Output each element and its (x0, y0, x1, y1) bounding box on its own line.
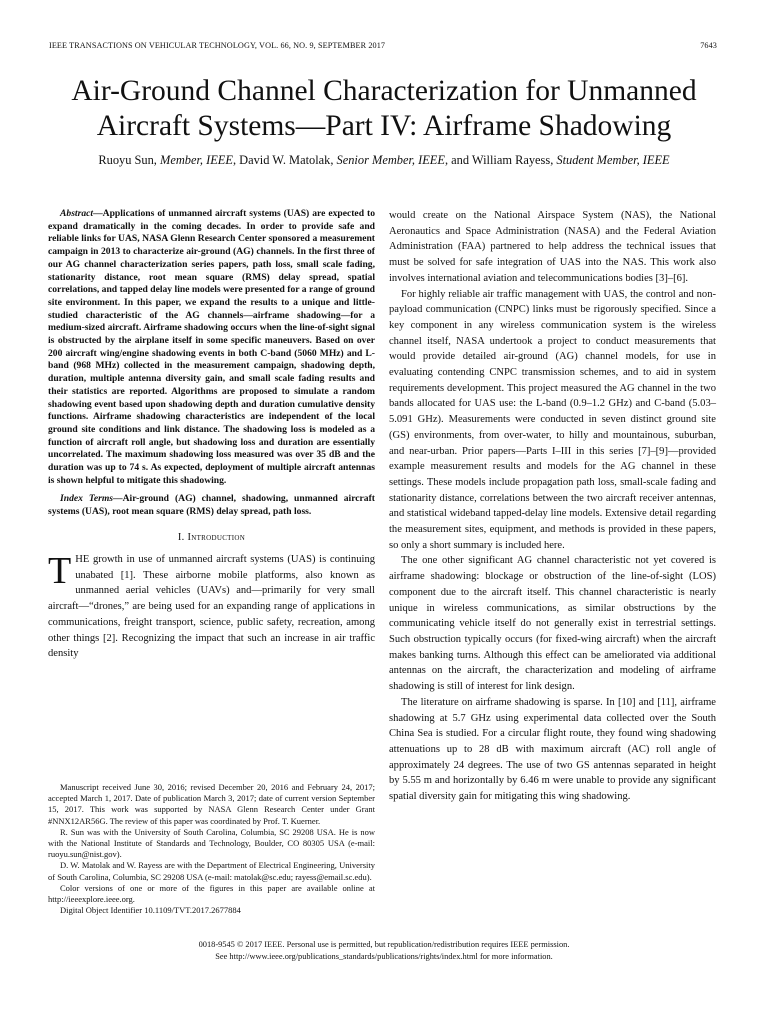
intro-paragraph (48, 552, 375, 662)
index-terms-label: Index Terms (60, 493, 114, 505)
journal-name: IEEE TRANSACTIONS ON VEHICULAR TECHNOLOGY, VOL. 66, NO. 9, SEPTEMBER 2017 (49, 41, 386, 50)
abstract (48, 208, 375, 487)
drop-cap: T (48, 550, 72, 593)
left-column (48, 208, 375, 662)
intro-lead: HE (75, 554, 90, 566)
abstract-text: —Applications of unmanned aircraft systems (UAS) are expected to expand dramatically in the coming decades. In order to provide safe and reliable links for UAS, NASA Glenn Research Center sponsored a measurement campaign in 2013 to characterize air-ground (AG) channels. In the first three of our AG channel characterization series papers, path loss, small scale fading, stationarity distance, root mean square (RMS) delay spread, spatial correlations, and tapped delay line models were presented for a range of ground site environment. In this paper, we expand the results to a unique and little-studied characteristic of the AG channels—airframe shadowing—for a medium-sized aircraft. Airframe shadowing occurs when the line-of-sight signal is obstructed by the airplane itself in some specific maneuvers. Based on over 200 aircraft wing/engine shadowing events in both C-band (5060 MHz) and L-band (968 MHz) collected in the measurement campaign, shadowing depth, duration, multiple antenna diversity gain, and small scale fading results and their statistics are reported. Algorithms are proposed to simulate a random shadowing event based upon shadowing depth and duration cumulative density functions. Airframe shadowing characteristics are independent of the local ground site conditions and link distance. The shadowing loss is modeled as a function of aircraft roll angle, but shadowing loss and duration are essentially uncorrelated. The maximum shadowing loss measured was over 35 dB and the duration was up to 74 s. As expected, deployment of multiple aircraft antennas is shown helpful to mitigate this shadowing. (48, 208, 375, 486)
author-1: Ruoyu Sun, (98, 153, 160, 167)
footnote-author-sun: R. Sun was with the University of South Carolina, Columbia, SC 29208 USA. He is now with the National Institute of Standards and Technology, Boulder, CO 80305 USA (e-mail: ruoyu.sun@nist.gov). (48, 826, 375, 860)
right-column (389, 208, 716, 805)
body-paragraph-4: The literature on airframe shadowing is sparse. In [10] and [11], airframe shadowing at 5.7 GHz using experimental data collected over the South China Sea is studied. For a circular flight route, they found wing shadowing attenuations up to 28 dB with maximum aircraft (AC) roll angle of approximately 24 degrees. The use of two GS antennas separated in height by 5.55 m and horizontally by 6.46 m were unable to provide any significant spatial diversity gain for mitigating this wing shadowing. (389, 696, 716, 803)
title-line-1: Air-Ground Channel Characterization for Unmanned (71, 75, 697, 107)
footnote-color-versions: Color versions of one or more of the figures in this paper are available online at http://ieeexplore.ieee.org. (48, 882, 375, 905)
abstract-label: Abstract (60, 208, 94, 219)
section-numeral: I. (177, 531, 188, 543)
body-paragraph-3: The one other significant AG channel characteristic not yet covered is airframe shadowing: blockage or obstruction of the line-of-sight (LOS) component due to the aircraft itself. This channel characteristic is nearly unique in wireless communications, as similar obstructions by the communicating vehicle itself do not generally exist in terrestrial settings. Such obstruction typically occurs (for fixed-wing aircraft) when the aircraft makes banking turns. Although this effect can be ameliorated via additional antennas on the aircraft, the characterization and modeling of airframe shadowing is still of interest for link design. (389, 555, 716, 693)
footnote-manuscript: Manuscript received June 30, 2016; revised December 20, 2016 and February 24, 2017; accepted March 1, 2017. Date of publication March 3, 2017; date of current version September 15, 2017. This work was supported by NASA Glenn Research Center under Grant #NNX12AR56G. The review of this paper was coordinated by Prof. T. Kuerner. (48, 782, 375, 826)
index-terms-text: —Air-ground (AG) channel, shadowing, unmanned aircraft systems (UAS), root mean square (RMS) delay spread, path loss. (48, 493, 375, 518)
page-number: 7643 (700, 41, 717, 50)
paper-title (40, 74, 728, 144)
footnote-doi: Digital Object Identifier 10.1109/TVT.2017.2677884 (60, 905, 241, 916)
rights-url-line: See http://www.ieee.org/publications_standards/publications/rights/index.html for more information. (215, 951, 553, 961)
body-paragraph-1: would create on the National Airspace System (NAS), the National Aeronautics and Space Administration (NASA) and the Federal Aviation Administration (FAA) partnered to help address the technical issues that must be solved for safe integration of UAS into the NAS. This work also involves international aviation and telecommunications bodies [3]–[6]. (389, 210, 716, 284)
section-title: Introduction (187, 531, 246, 543)
section-heading-introduction (48, 531, 375, 544)
author-2-role: Senior Member, IEEE (336, 153, 445, 167)
copyright-line: 0018-9545 © 2017 IEEE. Personal use is permitted, but republication/redistribution requires IEEE permission. (198, 940, 570, 949)
author-2: , David W. Matolak, (232, 153, 337, 167)
author-1-role: Member, IEEE (160, 153, 233, 167)
author-3-role: Student Member, IEEE (556, 153, 670, 167)
body-paragraph-2: For highly reliable air traffic management with UAS, the control and non-payload communication (CNPC) links must be rigorously specified. Since a key component in any wireless communication system is the wireless channel itself, NASA undertook a project to conduct measurements that would provide detailed air-ground (AG) channel models, for use in evaluating contending CNPC transmission schemes, and to aid in system requirements development. This project measured the AG channel in the two bands allocated for UAS use: the L-band (0.9–1.2 GHz) and C-band (5.03–5.091 GHz). Measurements were conducted in seven distinct ground site (GS) environments, from over-water, to hilly and mountainous, suburban, and near-urban. Prior papers—Parts I–III in this series [7]–[9]—provided example measurement results and models for the AG channel in these settings. These models include propagation path loss, small-scale fading and stationarity distance, correlations between the two aircraft receiver antennas, and statistical wideband tapped-delay line models. Extensive detail regarding the measurement sites, equipment, and methods is provided in these papers, so only a short summary is included here. (389, 288, 716, 551)
footnotes (48, 782, 375, 916)
intro-text: growth in use of unmanned aircraft systems (UAS) is continuing unabated [1]. These airborne mobile platforms, also known as unmanned aerial vehicles (UAVs) and—primarily for very small aircraft—“drones,” are being used for an expanding range of applications in communications, freight transport, science, public safety, recreation, among other things [2]. Recognizing the impact that such an increase in air traffic density (48, 554, 375, 660)
index-terms (48, 493, 375, 518)
copyright-footer (0, 939, 768, 962)
author-list (40, 153, 728, 168)
author-3: , and William Rayess, (444, 153, 557, 167)
title-line-2: Aircraft Systems—Part IV: Airframe Shadowing (96, 110, 672, 142)
footnote-authors-matolak-rayess: D. W. Matolak and W. Rayess are with the Department of Electrical Engineering, University of South Carolina, Columbia, SC 29208 USA (e-mail: matolak@sc.edu; rayess@email.sc.edu). (48, 860, 375, 882)
